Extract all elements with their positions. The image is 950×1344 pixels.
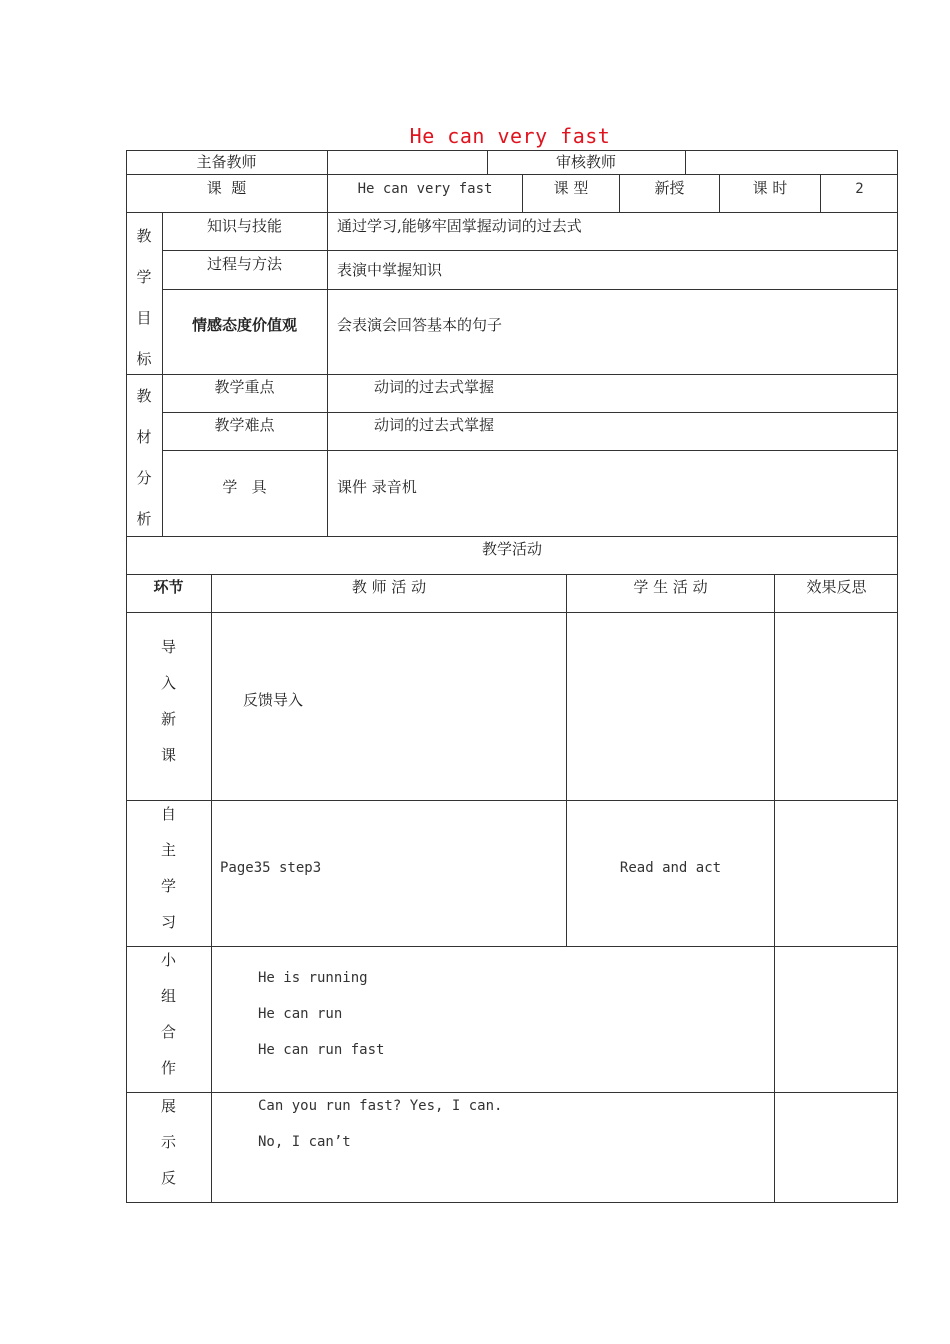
lesson-plan-table	[126, 150, 898, 1203]
lead-teacher-label: 主备教师	[196, 153, 257, 171]
table-grid-lines	[126, 150, 898, 1203]
materials-group-label: 教 材 分 析	[136, 387, 152, 528]
activities-heading: 教学活动	[481, 540, 542, 558]
materials-value-focus: 动词的过去式掌握	[374, 378, 495, 396]
hours-value: 2	[855, 181, 864, 197]
objective-label-process: 过程与方法	[206, 255, 282, 273]
teacher-activity-line: Can you run fast? Yes, I can.	[258, 1098, 503, 1114]
stage-label: 展 示 反	[160, 1097, 176, 1187]
reviewer-label: 审核教师	[555, 153, 616, 171]
topic-value: He can very fast	[357, 181, 493, 197]
column-header-stage: 环节	[153, 578, 184, 596]
objective-value-knowledge: 通过学习,能够牢固掌握动词的过去式	[337, 217, 582, 235]
column-header-teacher: 教 师 活 动	[351, 578, 427, 596]
teacher-activity-line: He is running	[258, 970, 368, 986]
materials-label-tools: 学 具	[222, 478, 267, 496]
teacher-activity: 反馈导入	[243, 691, 304, 709]
teacher-activity-line: He can run fast	[258, 1042, 385, 1058]
document-title: He can very fast	[409, 124, 611, 148]
teacher-activity: Page35 step3	[220, 860, 322, 876]
hours-label: 课 时	[752, 179, 788, 197]
objective-label-knowledge: 知识与技能	[206, 217, 282, 235]
stage-label: 小 组 合 作	[160, 951, 176, 1077]
column-header-student: 学 生 活 动	[633, 578, 708, 596]
materials-label-difficulty: 教学难点	[214, 416, 275, 434]
teacher-activity-line: He can run	[258, 1006, 343, 1022]
topic-label: 课 题	[206, 179, 247, 197]
column-header-reflection: 效果反思	[806, 578, 867, 596]
teacher-activity-line: No, I can’t	[258, 1134, 351, 1150]
materials-value-tools: 课件 录音机	[337, 478, 417, 496]
materials-label-focus: 教学重点	[214, 378, 275, 396]
objective-value-attitude: 会表演会回答基本的句子	[337, 316, 503, 334]
stage-label: 导 入 新 课	[160, 638, 176, 764]
objectives-group-label: 教 学 目 标	[136, 227, 152, 368]
type-label: 课 型	[553, 179, 589, 197]
type-value: 新授	[654, 179, 685, 197]
stage-label: 自 主 学 习	[160, 805, 176, 931]
student-activity: Read and act	[619, 860, 722, 876]
objective-value-process: 表演中掌握知识	[337, 261, 443, 279]
objective-label-attitude: 情感态度价值观	[191, 316, 297, 334]
materials-value-difficulty: 动词的过去式掌握	[374, 416, 495, 434]
